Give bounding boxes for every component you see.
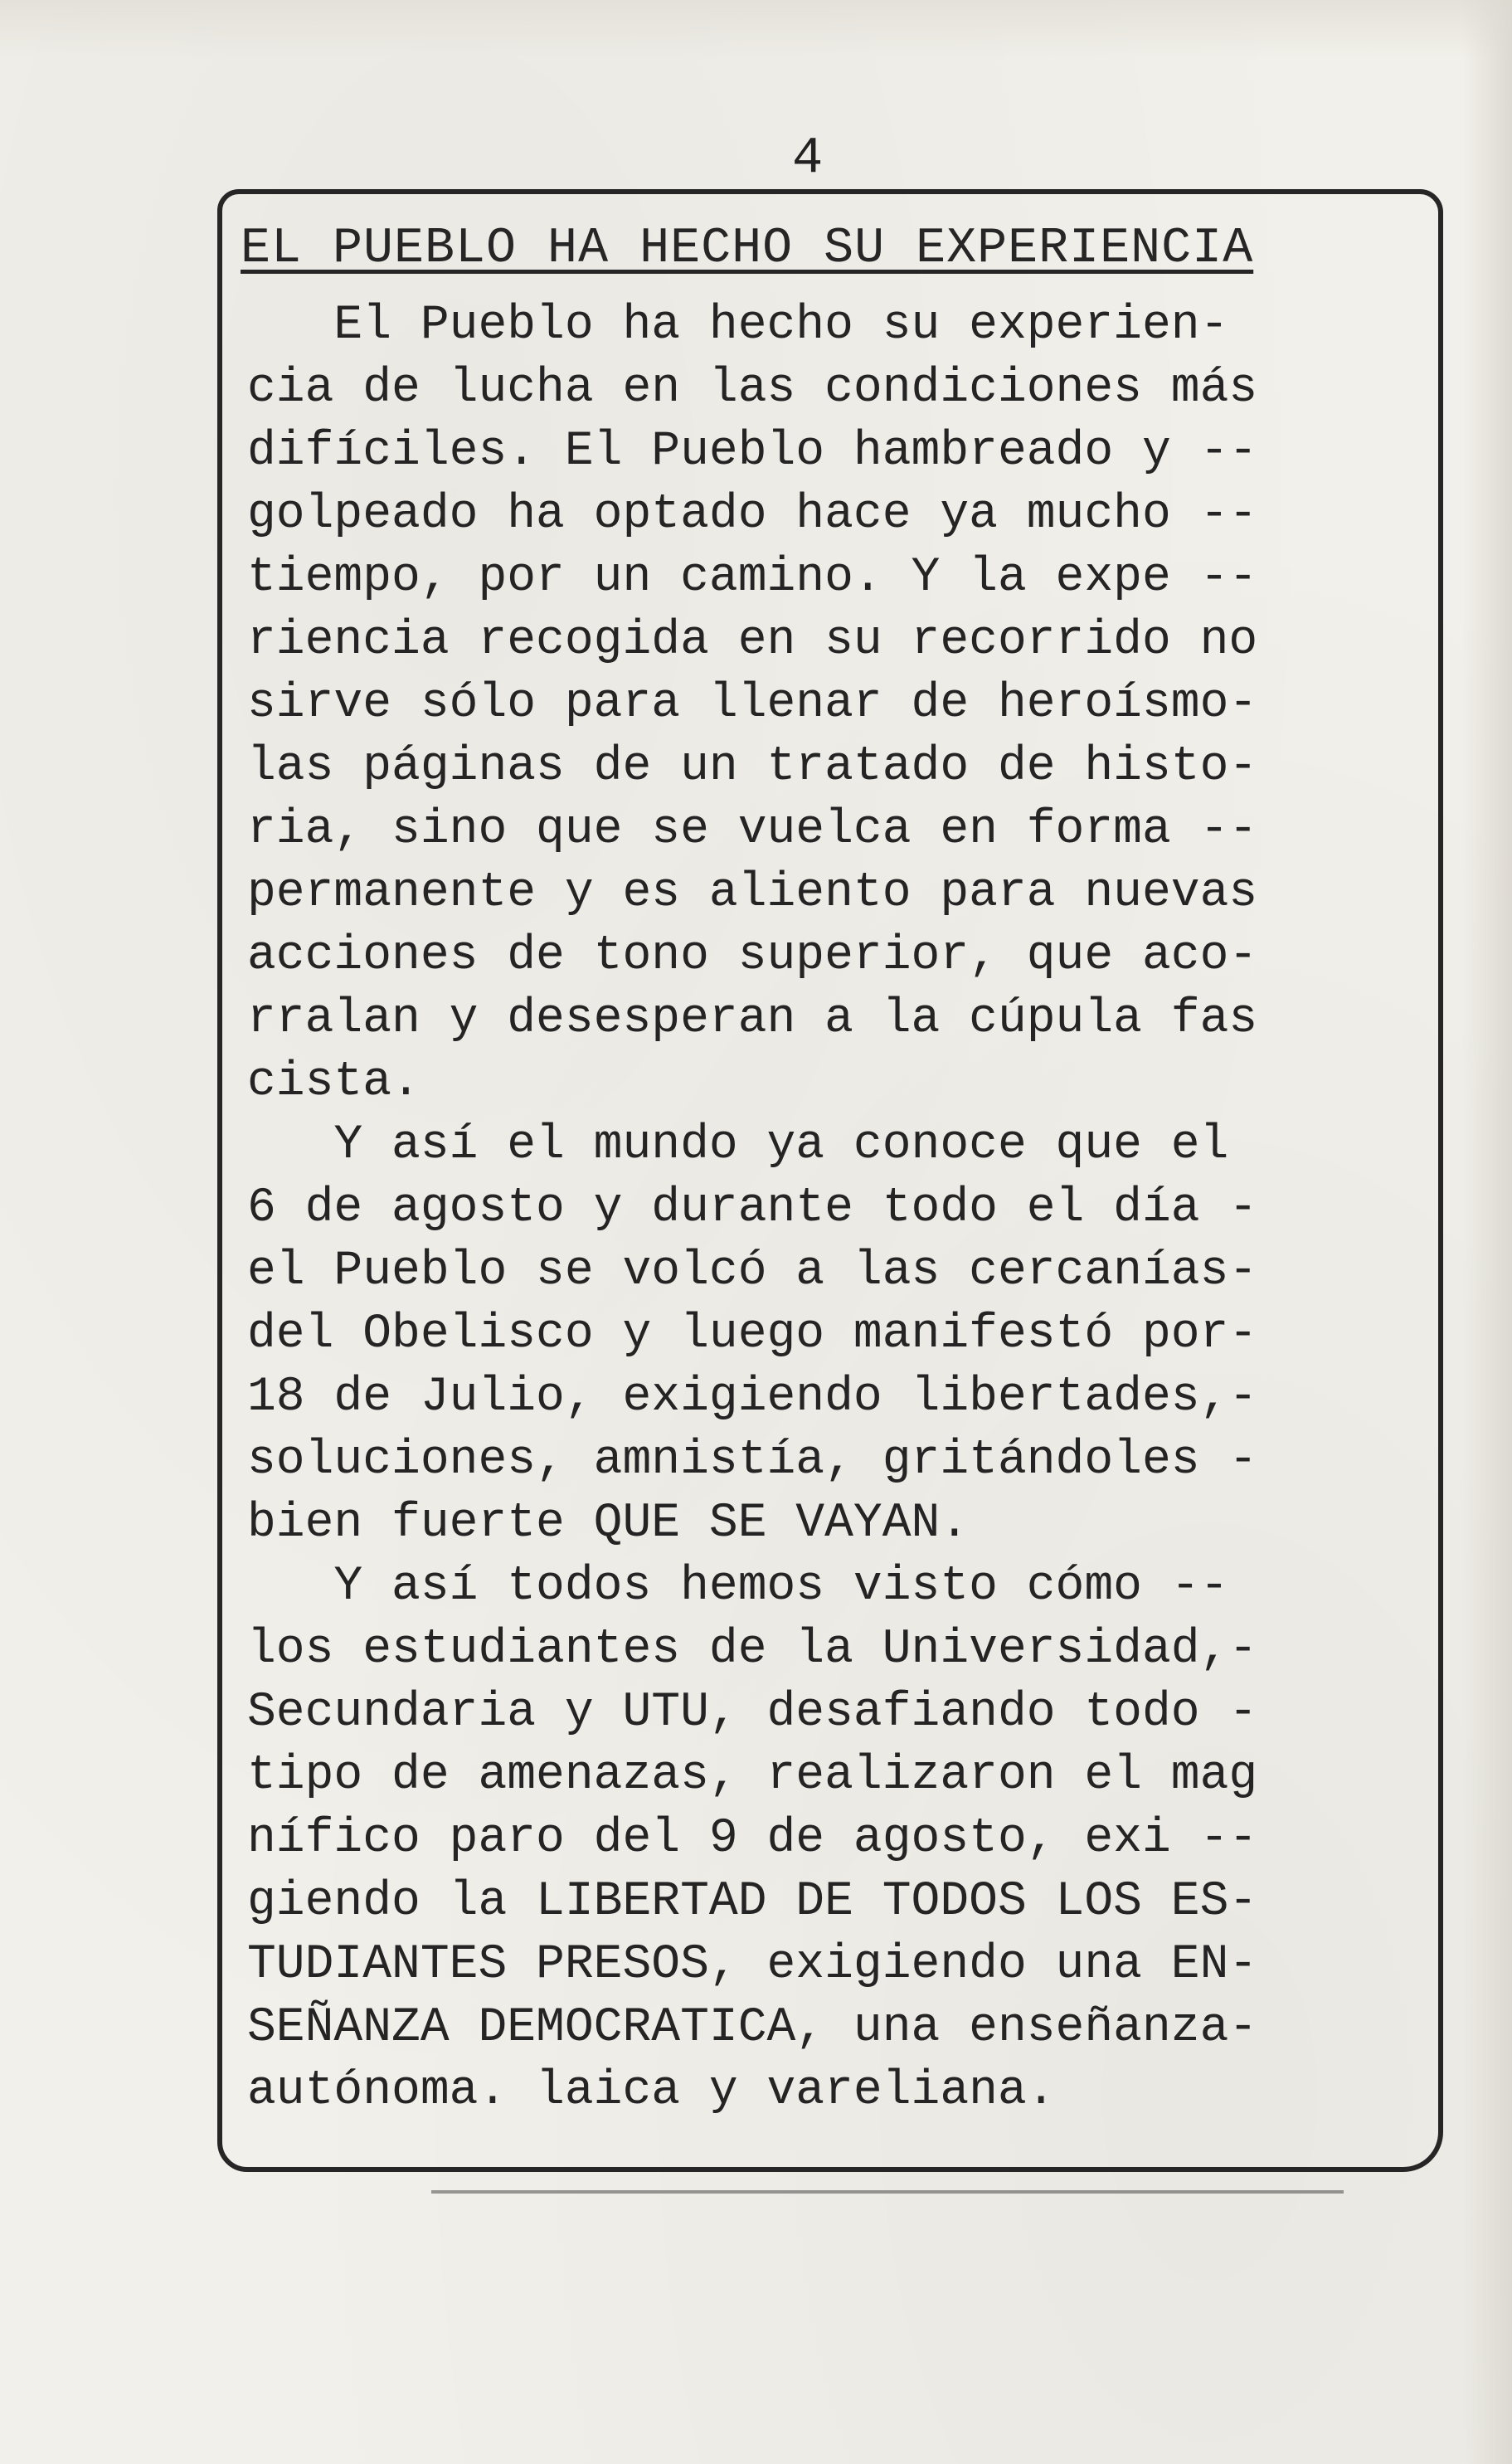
body-line: golpeado ha optado hace ya mucho -- (247, 488, 1258, 542)
body-line: las páginas de un tratado de histo- (247, 740, 1258, 794)
body-line: difíciles. El Pueblo hambreado y -- (247, 425, 1258, 479)
body-line: permanente y es aliento para nuevas (247, 866, 1258, 920)
body-line: soluciones, amnistía, gritándoles - (247, 1434, 1258, 1488)
body-line: bien fuerte QUE SE VAYAN. (247, 1497, 970, 1551)
body-line: tipo de amenazas, realizaron el mag (247, 1749, 1258, 1803)
article-title: EL PUEBLO HA HECHO SU EXPERIENCIA (241, 221, 1254, 277)
body-line: tiempo, por un camino. Y la expe -- (247, 551, 1258, 605)
bottom-rule-line (431, 2190, 1344, 2194)
page-shadow-top (0, 0, 1512, 58)
body-line: El Pueblo ha hecho su experien- (247, 299, 1229, 353)
page-number: 4 (792, 129, 824, 187)
article-body (247, 295, 1417, 2123)
body-line: cia de lucha en las condiciones más (247, 362, 1258, 416)
body-line: TUDIANTES PRESOS, exigiendo una EN- (247, 1938, 1258, 1992)
body-line: ria, sino que se vuelca en forma -- (247, 803, 1258, 857)
body-line: rralan y desesperan a la cúpula fas (247, 992, 1258, 1046)
body-line: Y así el mundo ya conoce que el (247, 1118, 1229, 1172)
body-line: Secundaria y UTU, desafiando todo - (247, 1686, 1258, 1740)
body-line: el Pueblo se volcó a las cercanías- (247, 1244, 1258, 1298)
body-line: los estudiantes de la Universidad,- (247, 1623, 1258, 1677)
page-shadow-right (1462, 0, 1512, 2464)
body-line: del Obelisco y luego manifestó por- (247, 1307, 1258, 1361)
body-line: acciones de tono superior, que aco- (247, 929, 1258, 983)
body-line: riencia recogida en su recorrido no (247, 614, 1258, 668)
body-line: SEÑANZA DEMOCRATICA, una enseñanza- (247, 2001, 1258, 2055)
body-line: nífico paro del 9 de agosto, exi -- (247, 1812, 1258, 1866)
body-line: Y así todos hemos visto cómo -- (247, 1560, 1229, 1614)
body-line: giendo la LIBERTAD DE TODOS LOS ES- (247, 1875, 1258, 1929)
body-line: cista. (247, 1055, 421, 1109)
body-line: 6 de agosto y durante todo el día - (247, 1181, 1258, 1235)
body-line: sirve sólo para llenar de heroísmo- (247, 677, 1258, 731)
body-line: autónoma. laica y vareliana. (247, 2064, 1056, 2118)
body-line: 18 de Julio, exigiendo libertades,- (247, 1371, 1258, 1424)
